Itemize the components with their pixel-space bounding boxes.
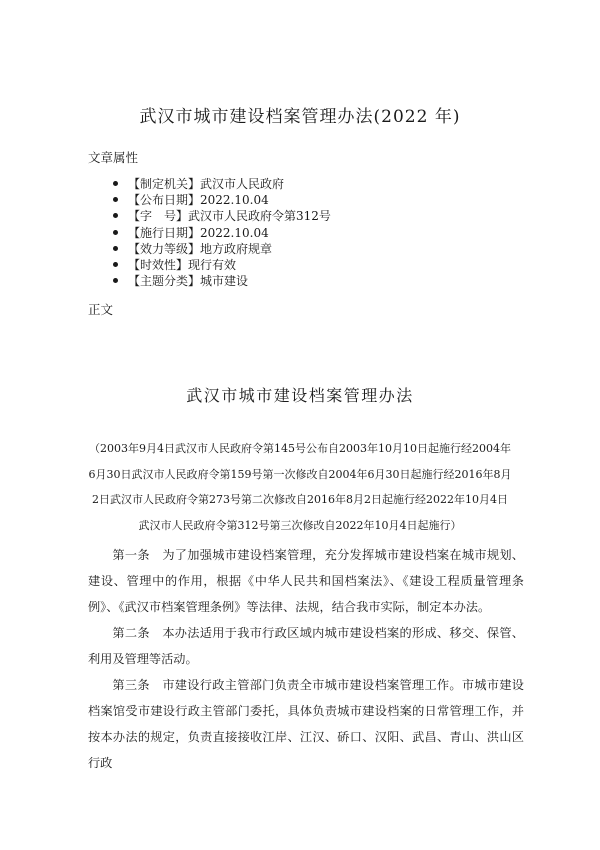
attribute-legal-level: 【效力等级】地方政府规章 [113,241,331,257]
attribute-document-number: 【字 号】武汉市人民政府令第312号 [113,208,331,224]
amendment-history: （2003年9月4日武汉市人民政府令第145号公布自2003年10月10日起施行经2004年6月30日武汉市人民政府令第159号第一次修改自2004年6月30日起施行经2016年8月2日武汉市人民政府令第273号第二次修改自2016年8月2日起施行经2022年10月4日武汉市人民政府令第312号第三次修改自2022年10月4日起施行） [88,442,512,532]
article-3: 第三条 市建设行政主管部门负责全市城市建设档案管理工作。市城市建设档案馆受市建设行政主管部门委托，具体负责城市建设档案的日常管理工作，并按本办法的规定，负责直接接收江岸、江汉、硚口、汉阳、武昌、青山、洪山区行政 [88,678,524,770]
attribute-subject-category: 【主题分类】城市建设 [113,273,331,289]
attribute-publish-date: 【公布日期】2022.10.04 [113,192,331,208]
article-1: 第一条 为了加强城市建设档案管理，充分发挥城市建设档案在城市规划、建设、管理中的作用，根据《中华人民共和国档案法》、《建设工程质量管理条例》、《武汉市档案管理条例》等法律、法规，结合我市实际，制定本办法。 [88,548,524,614]
body-heading: 正文 [88,302,114,317]
attributes-list [113,176,331,289]
attribute-issuing-authority: 【制定机关】武汉市人民政府 [113,176,331,192]
attributes-heading: 文章属性 [88,150,139,165]
regulation-title: 武汉市城市建设档案管理办法 [186,386,414,405]
attribute-effective-date: 【施行日期】2022.10.04 [113,225,331,241]
attribute-validity: 【时效性】现行有效 [113,257,331,273]
document-title: 武汉市城市建设档案管理办法(2022 年) [139,107,461,127]
article-2: 第二条 本办法适用于我市行政区域内城市建设档案的形成、移交、保管、利用及管理等活动。 [88,626,524,666]
